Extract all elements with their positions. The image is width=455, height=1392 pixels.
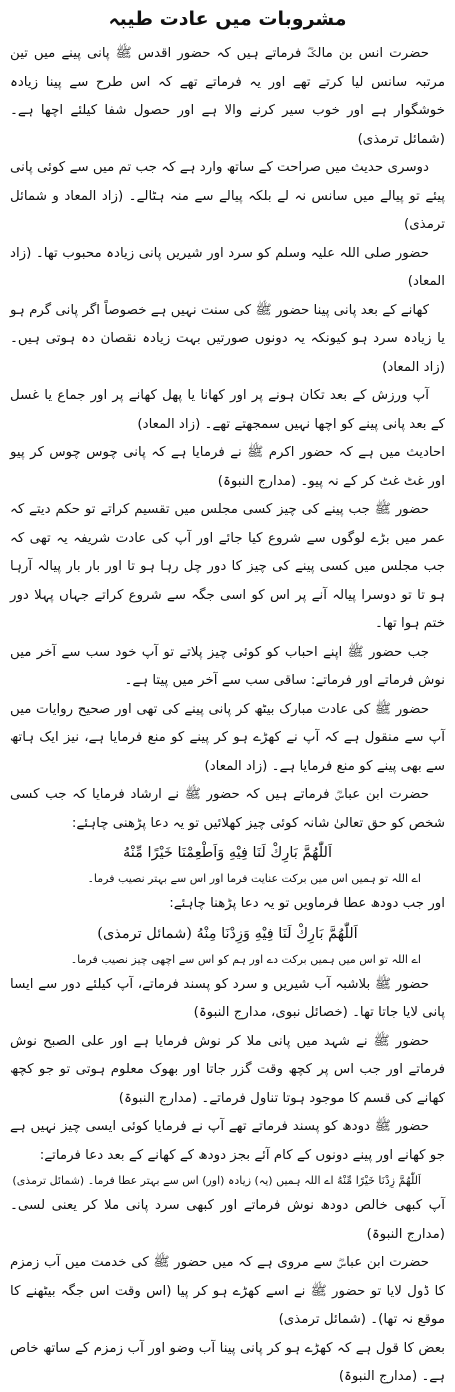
paragraph: حضور ﷺ نے شہد میں پانی ملا کر نوش فرمایا ہے اور علی الصبح نوش فرماتے اور جب اس پر کچھ وقت گزر جاتا اور بھوک معلوم ہوتی تو جو کچھ کھانے کی قسم کا موجود ہوتا تناول فرماتے۔ (مدارج النبوۃ)	[10, 1033, 445, 1106]
arabic-dua: اَللّٰهُمَّ بَارِكْ لَنَا فِيْهِ وَزِدْنَا مِنْهُ (شمائل ترمذی)	[97, 925, 358, 942]
paragraph: حضور ﷺ جب پینے کی چیز کسی مجلس میں تقسیم کراتے تو حکم دیتے کہ عمر میں بڑے لوگوں سے شروع کیا جائے اور آپ کی عادت شریفہ یہ تھی کہ جب مجلس میں کسی پینے کی چیز کا دور چل رہا ہو تا اور بار بار پیالہ آرہا ہو تا تو دوسرا پیالہ آنے پر اس کو اسی جگہ سے شروع کراتے جہاں پہلا دور ختم ہوا تھا۔	[10, 502, 445, 631]
paragraph: دوسری حدیث میں صراحت کے ساتھ وارد ہے کہ جب تم میں سے کوئی پانی پیئے تو پیالے میں سانس نہ لے بلکہ پیالے سے منہ ہٹالے۔ (زاد المعاد و شمائل ترمذی)	[10, 160, 445, 232]
paragraph: حضرت ابن عباسؓ فرماتے ہیں کہ حضور ﷺ نے ارشاد فرمایا کہ جب کسی شخص کو حق تعالیٰ شانہ کوئی چیز کھلائیں تو یہ دعا پڑھنی چاہئے:	[10, 787, 445, 831]
paragraph: حضور صلی اللہ علیہ وسلم کو سرد اور شیریں پانی زیادہ محبوب تھا۔ (زاد المعاد)	[10, 245, 445, 289]
paragraph: حضور ﷺ دودھ کو پسند فرماتے تھے آپ نے فرمایا کوئی ایسی چیز نہیں ہے جو کھانے اور پینے دونوں کے کام آئے بجز دودھ کے کھانے کے بعد دعا فرماتے:	[10, 1119, 445, 1163]
paragraph: بعض کا قول ہے کہ کھڑے ہو کر پانی پینا آب وضو اور آب زمزم کے ساتھ خاص ہے۔ (مدارج النبوۃ)	[10, 1340, 445, 1384]
dua-translation: اَللّٰهُمَّ زِدْنَا خَيْرًا مِّنْهُ اے اللہ ہمیں (یہ) زیادہ (اور) اس سے بہتر عطا فرما۔ (شمائل ترمذی)	[12, 1174, 421, 1187]
paragraph: آپ کبھی خالص دودھ نوش فرماتے اور کبھی سرد پانی ملا کر یعنی لسی۔ (مدارج النبوۃ)	[10, 1198, 445, 1242]
paragraph: حضرت ابن عباسؓ سے مروی ہے کہ میں حضور ﷺ کی خدمت میں آب زمزم کا ڈول لایا تو حضور ﷺ نے اسے کھڑے ہو کر پیا (اس وقت اس جگہ بیٹھنے کا موقع نہ تھا)۔ (شمائل ترمذی)	[10, 1255, 445, 1327]
paragraph: کھانے کے بعد پانی پینا حضور ﷺ کی سنت نہیں ہے خصوصاً اگر پانی گرم ہو یا زیادہ سرد ہو کیونکہ یہ دونوں صورتیں بہت زیادہ نقصان دہ ہوتی ہیں۔ (زاد المعاد)	[10, 302, 445, 375]
article-body	[10, 40, 445, 1392]
paragraph: حضور ﷺ کی عادت مبارک بیٹھ کر پانی پینے کی تھی اور صحیح روایات میں آپ سے منقول ہے کہ آپ نے کھڑے ہو کر پینے کو منع فرمایا ہے، نیز ایک ہاتھ سے بھی پینے کو منع فرمایا ہے۔ (زاد المعاد)	[10, 701, 445, 774]
paragraph: حضور ﷺ بلاشبہ آب شیریں و سرد کو پسند فرماتے، آپ کیلئے دور سے ایسا پانی لایا جاتا تھا۔ (خصائل نبوی، مدارج النبوۃ)	[10, 976, 445, 1020]
paragraph: اور جب دودھ عطا فرماویں تو یہ دعا پڑھنا چاہئے:	[169, 896, 445, 911]
dua-translation: اے اللہ تو ہمیں اس میں برکت عنایت فرما اور اس سے بہتر نصیب فرما۔	[87, 872, 421, 885]
paragraph: حضرت انس بن مالکؓ فرماتے ہیں کہ حضور اقدس ﷺ پانی پینے میں تین مرتبہ سانس لیا کرتے تھے اور یہ فرماتے تھے کہ اس طرح سے پینا زیادہ خوشگوار ہے اور خوب سیر کرنے والا ہے اور حصول شفا کیلئے اچھا ہے۔ (شمائل ترمذی)	[10, 46, 445, 147]
paragraph: جب حضور ﷺ اپنے احباب کو کوئی چیز پلاتے تو آپ خود سب سے آخر میں نوش فرماتے اور فرماتے: ساقی سب سے آخر میں پیتا ہے۔	[10, 644, 445, 688]
arabic-dua: اَللّٰهُمَّ بَارِكْ لَنَا فِيْهِ وَاَطْعِمْنَا خَيْرًا مِّنْهُ	[123, 845, 332, 861]
dua-translation: اے اللہ تو اس میں ہمیں برکت دے اور ہم کو اس سے اچھی چیز نصیب فرما۔	[70, 952, 421, 966]
page-title: مشروبات میں عادت طیبہ	[108, 8, 347, 30]
paragraph: احادیث میں ہے کہ حضور اکرم ﷺ نے فرمایا ہے کہ پانی چوس چوس کر پیو اور غٹ غٹ کر کے نہ پیو۔ (مدارج النبوۃ)	[10, 445, 445, 489]
paragraph: آپ ورزش کے بعد تکان ہونے پر اور کھانا یا پھل کھانے پر اور جماع یا غسل کے بعد پانی پینے کو اچھا نہیں سمجھتے تھے۔ (زاد المعاد)	[10, 388, 445, 432]
